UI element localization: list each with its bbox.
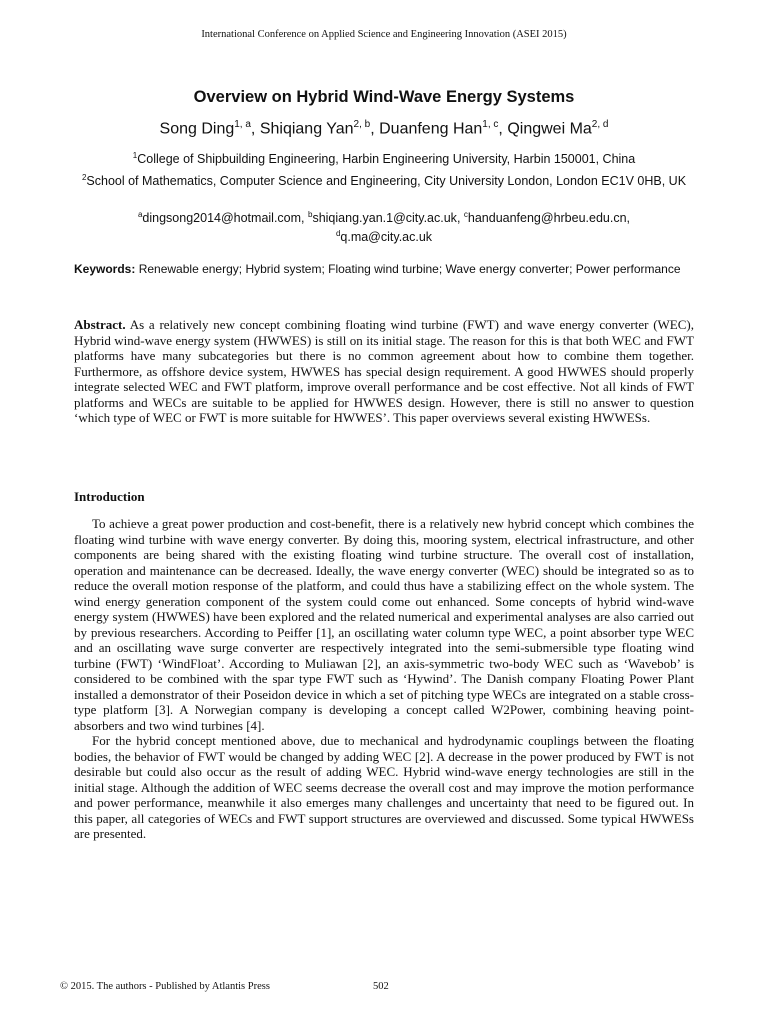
email-address: q.ma@city.ac.uk <box>340 230 433 245</box>
author-name: Qingwei Ma <box>507 120 592 138</box>
footer-copyright: © 2015. The authors - Published by Atlantis Press <box>60 981 270 992</box>
affiliation-1 <box>70 148 698 167</box>
author-emails <box>70 207 698 245</box>
running-head: International Conference on Applied Science and Engineering Innovation (ASEI 2015) <box>201 29 567 40</box>
abstract-block <box>74 317 694 426</box>
email-separator: , <box>626 211 631 226</box>
author-affil-mark: 2, b <box>353 119 371 130</box>
author-name: Duanfeng Han <box>379 120 483 138</box>
author-separator: , <box>250 120 260 138</box>
abstract-text: As a relatively new concept combining floating wind turbine (FWT) and wave energy converter (WEC), Hybrid wind-wave energy system (HWWES) is still on its initial stage. The reason for this is that both WEC and FWT platforms have many subcategories but there is no common agreement about how to combine them together. Furthermore, as offshore device system, HWWES has special design requirement. A good HWWES should properly integrate selected WEC and FWT platform, improve overall performance and be cost effective. Not all kinds of FWT platforms and WECs are suitable to be applied for HWWES design. However, there is still no answer to question ‘which type of WEC or FWT is more suitable for HWWES’. This paper overviews several existing HWWESs. <box>74 317 694 425</box>
email-mark: d <box>335 229 341 239</box>
email-separator: , <box>301 211 308 226</box>
paper-title: Overview on Hybrid Wind-Wave Energy Systems <box>193 88 575 106</box>
affiliation-mark: 2 <box>81 173 87 182</box>
body-paragraph: For the hybrid concept mentioned above, due to mechanical and hydrodynamic couplings between the floating bodies, the behavior of FWT would be changed by adding WEC [2]. A decrease in the power produced by FWT is not desirable but could also occur as the result of adding WEC. Hybrid wind-wave energy technologies are still in the initial stage. Although the addition of WEC seems decrease the overall cost and may improve the motion performance and power performance, meanwhile it also emerges many challenges and uncertainty that need to be figured out. In this paper, all categories of WECs and FWT support structures are overviewed and discussed. Some typical HWWESs are presented. <box>74 733 694 841</box>
author-name: Shiqiang Yan <box>259 120 354 138</box>
affiliation-text: School of Mathematics, Computer Science and Engineering, City University London, London EC1V 0HB, UK <box>86 174 687 189</box>
author-list <box>0 119 768 138</box>
affiliation-text: College of Shipbuilding Engineering, Harbin Engineering University, Harbin 150001, China <box>137 152 636 167</box>
keywords-label: Keywords: <box>74 262 136 276</box>
author-separator: , <box>370 120 380 138</box>
email-address: handuanfeng@hrbeu.edu.cn <box>467 211 627 226</box>
keywords-block <box>74 262 694 278</box>
affiliation-mark: 1 <box>132 151 138 160</box>
author-affil-mark: 2, d <box>591 119 609 130</box>
author-separator: , <box>498 120 508 138</box>
author-name: Song Ding <box>159 120 235 138</box>
email-mark: b <box>308 210 313 219</box>
email-separator: , <box>456 211 464 226</box>
email-address: dingsong2014@hotmail.com <box>142 211 302 226</box>
footer-page-number: 502 <box>373 981 389 992</box>
affiliation-2 <box>70 170 698 189</box>
author-affil-mark: 1, a <box>234 119 251 130</box>
abstract-label: Abstract. <box>74 317 126 332</box>
email-address: shiqiang.yan.1@city.ac.uk <box>312 211 457 226</box>
email-mark: c <box>463 210 468 219</box>
author-affil-mark: 1, c <box>482 119 499 130</box>
keywords-text: Renewable energy; Hybrid system; Floating wind turbine; Wave energy converter; Power performance <box>138 262 681 276</box>
body-paragraph: To achieve a great power production and cost-benefit, there is a relatively new hybrid concept which combines the floating wind turbine with wave energy converter. By doing this, mooring system, electrical infrastructure, and other components are being shared with the existing floating wind turbine structure. The overall cost of installation, operation and maintenance can be decreased. Ideally, the wave energy converter (WEC) should be integrated so as to reduce the overall motion response of the platform, and could thus have a stabilizing effect on the whole system. The wind energy generation component of the system could come out enhanced. Some concepts of hybrid wind-wave energy system (HWWES) have been explored and the related numerical and experimental analyses are also carried out by previous researchers. According to Peiffer [1], an oscillating water column type WEC, a point absorber type WEC and an oscillating wave surge converter are respectively integrated into the semi-submersible type floating wind turbine (FWT) ‘WindFloat’. According to Muliawan [2], an axis-symmetric two-body WEC such as ‘Wavebob’ is considered to be combined with the spar type FWT such as ‘Hywind’. The Danish company Floating Power Plant installed a demonstrator of their Poseidon device in which a set of pitching type WECs are integrated on a stable cross-type platform [3]. A Norwegian company is developing a concept called W2Power, combining heaving point-absorbers and two wind turbines [4]. <box>74 516 694 733</box>
introduction-body <box>74 516 694 842</box>
email-mark: a <box>137 210 143 219</box>
section-heading-introduction: Introduction <box>74 489 145 504</box>
